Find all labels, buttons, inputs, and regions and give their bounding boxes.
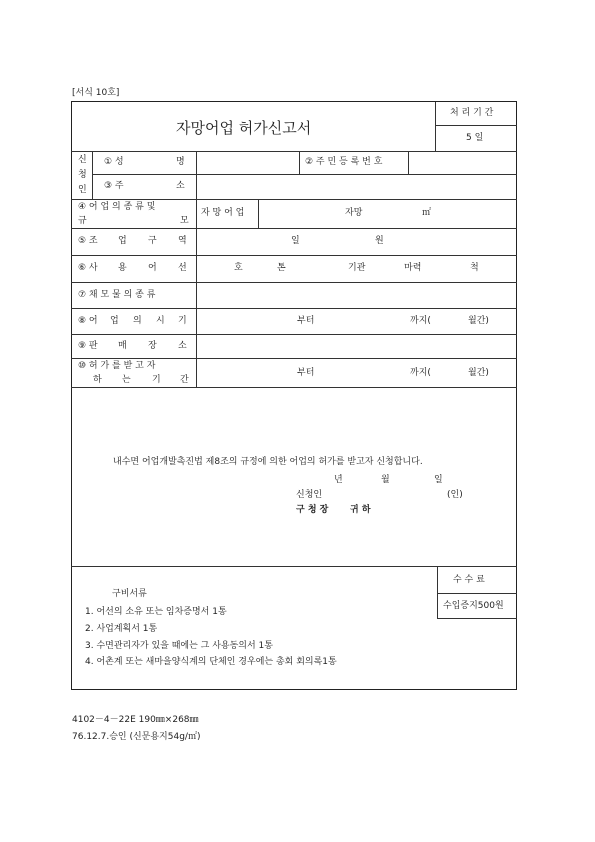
divider [436, 125, 517, 126]
applicant-side-label-2: 청 [78, 170, 87, 180]
address-label-end: 소 [176, 181, 185, 191]
divider [196, 151, 197, 387]
fishery-unit: ㎡ [422, 208, 432, 218]
address-label: ③ 주 [104, 181, 124, 191]
fishery-type-label-b: 규 [78, 216, 87, 226]
fishery-type-label: ④ 어 업 의 종 류 및 [78, 202, 156, 212]
divider [258, 199, 259, 228]
footer-spec: 4102－4－22E 190㎜×268㎜ [72, 715, 199, 725]
permit-period-label-e: 간 [180, 375, 189, 385]
permit-period-label-d: 기 [152, 375, 161, 385]
operation-area-label-4: 역 [178, 236, 187, 246]
vessel-unit-ton: 톤 [277, 263, 286, 273]
divider [71, 334, 517, 335]
fishing-period-label: ⑧ 어 [78, 316, 98, 326]
permit-period-from: 부터 [297, 368, 315, 378]
fishing-period-label-3: 의 [133, 316, 142, 326]
sales-place-label-4: 소 [178, 341, 187, 351]
processing-period-value: 5 일 [466, 133, 484, 143]
catch-species-field[interactable] [198, 284, 515, 306]
document-item: 3. 수면관리자가 있을 때에는 그 사용동의서 1통 [85, 641, 273, 651]
divider [71, 566, 517, 567]
processing-period-label: 처 리 기 간 [450, 108, 494, 118]
vessel-unit-hp: 마력 [404, 263, 422, 273]
documents-heading: 구비서류 [112, 589, 147, 599]
divider [92, 151, 93, 199]
document-item: 4. 어촌계 또는 새마을양식계의 단체인 경우에는 총회 회의록1통 [85, 657, 337, 667]
name-field[interactable] [198, 153, 297, 172]
applicant-signature-label: 신청인 [296, 490, 323, 500]
vessel-unit-engine: 기관 [348, 263, 366, 273]
divider [437, 618, 517, 619]
declaration-text: 내수면 어업개발촉진법 제8조의 규정에 의한 어업의 허가를 받고자 신청합니다. [113, 457, 423, 467]
form-title: 자망어업 허가신고서 [176, 119, 312, 137]
operation-area-unit-2: 원 [375, 236, 384, 246]
divider [71, 228, 517, 229]
divider [71, 151, 517, 152]
divider [435, 102, 436, 151]
date-month: 월 [381, 475, 390, 485]
fishery-category: 자 망 어 업 [201, 208, 245, 218]
permit-period-label-c: 는 [122, 375, 131, 385]
divider [71, 255, 517, 256]
fishing-period-label-5: 기 [178, 316, 187, 326]
operation-area-label-2: 업 [118, 236, 127, 246]
sales-place-label-3: 장 [148, 341, 157, 351]
vessel-label: ⑥ 사 [78, 263, 98, 273]
catch-species-label: ⑦ 채 모 물 의 종 류 [78, 290, 156, 300]
divider [71, 199, 517, 200]
vessel-unit-ho: 호 [234, 263, 243, 273]
applicant-side-label-1: 신 [78, 155, 87, 165]
fishing-period-months: 월간) [468, 316, 489, 326]
divider [71, 282, 517, 283]
divider [437, 566, 438, 618]
operation-area-unit-1: 일 [291, 236, 300, 246]
fee-value: 수입증지500원 [443, 601, 504, 611]
divider [71, 308, 517, 309]
sales-place-field[interactable] [198, 336, 515, 356]
fishing-period-from: 부터 [297, 316, 315, 326]
divider [408, 151, 409, 174]
date-day: 일 [434, 475, 443, 485]
fishing-period-label-2: 업 [110, 316, 119, 326]
permit-period-months: 월간) [468, 368, 489, 378]
divider [92, 174, 517, 175]
applicant-side-label-3: 인 [78, 185, 87, 195]
divider [437, 593, 517, 594]
name-label: ① 성 [104, 157, 124, 167]
operation-area-label-3: 구 [148, 236, 157, 246]
name-label-end: 명 [176, 157, 185, 167]
addressee-honorific: 귀 하 [350, 505, 371, 515]
resident-number-label: ② 주 민 등 록 번 호 [305, 157, 383, 167]
document-item: 1. 어선의 소유 또는 임차증명서 1통 [85, 607, 227, 617]
fishing-period-to: 까지( [410, 316, 431, 326]
sales-place-label-2: 매 [118, 341, 127, 351]
fishery-value: 자망 [345, 208, 363, 218]
operation-area-label: ⑤ 조 [78, 236, 98, 246]
vessel-unit-count: 척 [470, 263, 479, 273]
fee-label: 수 수 료 [453, 575, 485, 585]
seal-mark: (인) [447, 490, 463, 500]
address-field[interactable] [198, 176, 515, 197]
permit-period-label-b: 하 [93, 375, 102, 385]
resident-number-field[interactable] [410, 153, 515, 172]
date-year: 년 [334, 475, 343, 485]
fishery-type-label-c: 모 [180, 216, 189, 226]
divider [299, 151, 300, 174]
fishing-period-label-4: 시 [156, 316, 165, 326]
divider [71, 358, 517, 359]
permit-period-to: 까지( [410, 368, 431, 378]
footer-approval: 76.12.7.승인 (신문용지54g/㎡) [72, 732, 201, 742]
vessel-label-2: 용 [118, 263, 127, 273]
permit-period-label: ⑩ 허 가 를 받 고 자 [78, 361, 156, 371]
addressee: 구 청 장 [296, 505, 329, 515]
form-number: [서식 10호] [72, 88, 120, 98]
sales-place-label: ⑨ 판 [78, 341, 98, 351]
divider [71, 387, 517, 388]
vessel-label-4: 선 [178, 263, 187, 273]
document-item: 2. 사업계획서 1통 [85, 624, 158, 634]
vessel-label-3: 어 [148, 263, 157, 273]
